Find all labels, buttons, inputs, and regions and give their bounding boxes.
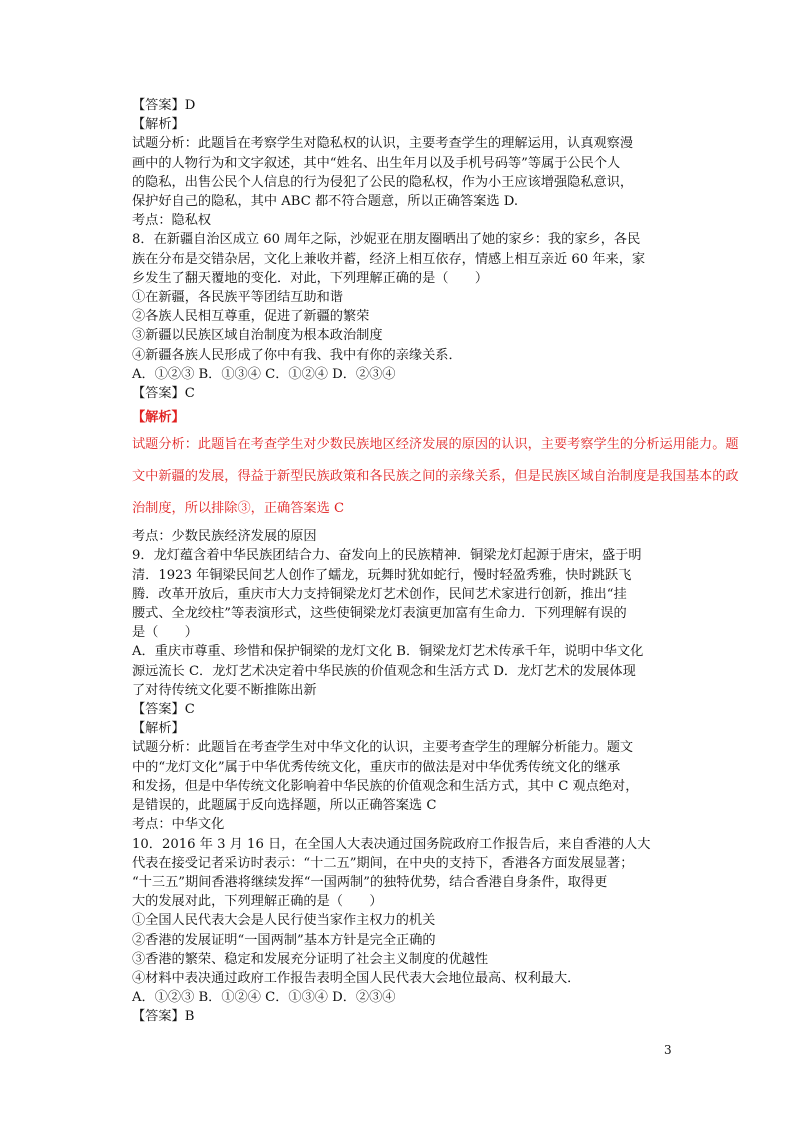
- text-block-q7-q8: [132, 96, 672, 403]
- text-block-q9-q10: [132, 527, 672, 1026]
- text-line: 【答案】C: [132, 702, 195, 718]
- text-line: 8．在新疆自治区成立 60 周年之际，沙妮亚在朋友圈晒出了她的家乡：我的家乡，各民: [132, 232, 641, 248]
- text-line: 族在分布是交错杂居，文化上兼收并蓄，经济上相互依存，情感上相互亲近 60 年来，家: [132, 251, 646, 267]
- document-body: [132, 96, 739, 1027]
- text-line: 考点：隐私权: [132, 213, 212, 229]
- text-line: 乡发生了翻天覆地的变化．对此，下列理解正确的是（ ）: [132, 270, 489, 286]
- text-line: 试题分析：此题旨在考查学生对中华文化的认识，主要考查学生的理解分析能力。题文: [132, 740, 634, 756]
- red-analysis-block: [132, 407, 739, 525]
- text-line: 【解析】: [132, 721, 185, 737]
- text-line: 【答案】C: [132, 386, 195, 402]
- text-line: 试题分析：此题旨在考察学生对隐私权的认识，主要考查学生的理解运用，认真观察漫: [132, 136, 634, 152]
- text-line: 源远流长 C．龙灯艺术决定着中华民族的价值观念和生活方式 D．龙灯艺术的发展体现: [132, 663, 636, 679]
- text-line: 画中的人物行为和文字叙述，其中“姓名、出生年月以及手机号码等”等属于公民个人: [132, 155, 621, 171]
- text-line: 了对待传统文化要不断推陈出新: [132, 682, 317, 698]
- text-line: 保护好自己的隐私，其中 ABC 都不符合题意，所以正确答案选 D.: [132, 194, 519, 210]
- page-number: 3: [664, 1043, 672, 1057]
- text-line: 的隐私，出售公民个人信息的行为侵犯了公民的隐私权，作为小王应该增强隐私意识，: [132, 174, 634, 190]
- text-line: 和发扬，但是中华传统文化影响着中华民族的价值观念和生活方式，其中 C 观点绝对，: [132, 778, 639, 794]
- text-line: ①在新疆，各民族平等团结互助和谐: [132, 290, 343, 306]
- text-line: 腾．改革开放后，重庆市大力支持铜梁龙灯艺术创作，民间艺术家进行创新，推出“挂: [132, 586, 627, 602]
- text-line: 【解析】: [132, 117, 185, 133]
- red-text-line: 文中新疆的发展，得益于新型民族政策和各民族之间的亲缘关系，但是民族区域自治制度是我国基本的政: [132, 469, 739, 485]
- text-line: 中的“龙灯文化”属于中华优秀传统文化，重庆市的做法是对中华优秀传统文化的继承: [132, 759, 621, 775]
- text-line: 是（ ）: [132, 625, 198, 641]
- text-line: A．①②③ B．①③④ C．①②④ D．②③④: [132, 366, 396, 382]
- text-line: 考点：少数民族经济发展的原因: [132, 529, 317, 545]
- text-line: ①全国人民代表大会是人民行使当家作主权力的机关: [132, 913, 436, 929]
- text-line: ④材料中表决通过政府工作报告表明全国人民代表大会地位最高、权利最大．: [132, 970, 581, 986]
- text-line: 10．2016 年 3 月 16 日，在全国人大表决通过国务院政府工作报告后，来自香港的人大: [132, 836, 651, 852]
- text-line: 腰式、全龙绞柱”等表演形式，这些使铜梁龙灯表演更加富有生命力．下列理解有误的: [132, 606, 627, 622]
- text-line: 是错误的，此题属于反向选择题，所以正确答案选 C: [132, 798, 437, 814]
- text-line: ②各族人民相互尊重，促进了新疆的繁荣: [132, 309, 370, 325]
- text-line: 9．龙灯蕴含着中华民族团结合力、奋发向上的民族精神．铜梁龙灯起源于唐宋，盛于明: [132, 548, 642, 564]
- text-line: ②香港的发展证明“一国两制”基本方针是完全正确的: [132, 932, 436, 948]
- red-analysis-title: 【解析】: [132, 410, 185, 426]
- text-line: 【答案】B: [132, 1009, 195, 1025]
- text-line: ④新疆各族人民形成了你中有我、我中有你的亲缘关系．: [132, 347, 462, 363]
- text-line: 代表在接受记者采访时表示：“十二五”期间，在中央的支持下，香港各方面发展显著；: [132, 855, 634, 871]
- text-line: A．①②③ B．①②④ C．①③④ D．②③④: [132, 990, 396, 1006]
- text-line: ③新疆以民族区域自治制度为根本政治制度: [132, 328, 383, 344]
- red-text-line: 治制度，所以排除③，正确答案选 C: [132, 501, 345, 517]
- red-analysis-lines: [132, 429, 739, 525]
- text-line: 大的发展对此，下列理解正确的是（ ）: [132, 894, 383, 910]
- text-line: ③香港的繁荣、稳定和发展充分证明了社会主义制度的优越性: [132, 951, 489, 967]
- red-text-line: 试题分析：此题旨在考查学生对少数民族地区经济发展的原因的认识，主要考察学生的分析运用能力。题: [132, 437, 739, 453]
- text-line: A．重庆市尊重、珍惜和保护铜梁的龙灯文化 B．铜梁龙灯艺术传承千年，说明中华文化: [132, 644, 644, 660]
- text-line: “十三五”期间香港将继续发挥“一国两制”的独特优势，结合香港自身条件，取得更: [132, 874, 608, 890]
- text-line: 【答案】D: [132, 98, 196, 113]
- text-line: 考点：中华文化: [132, 817, 225, 833]
- text-line: 清．1923 年铜梁民间艺人创作了蠕龙，玩舞时犹如蛇行，慢时轻盈秀雅，快时跳跃飞: [132, 567, 632, 583]
